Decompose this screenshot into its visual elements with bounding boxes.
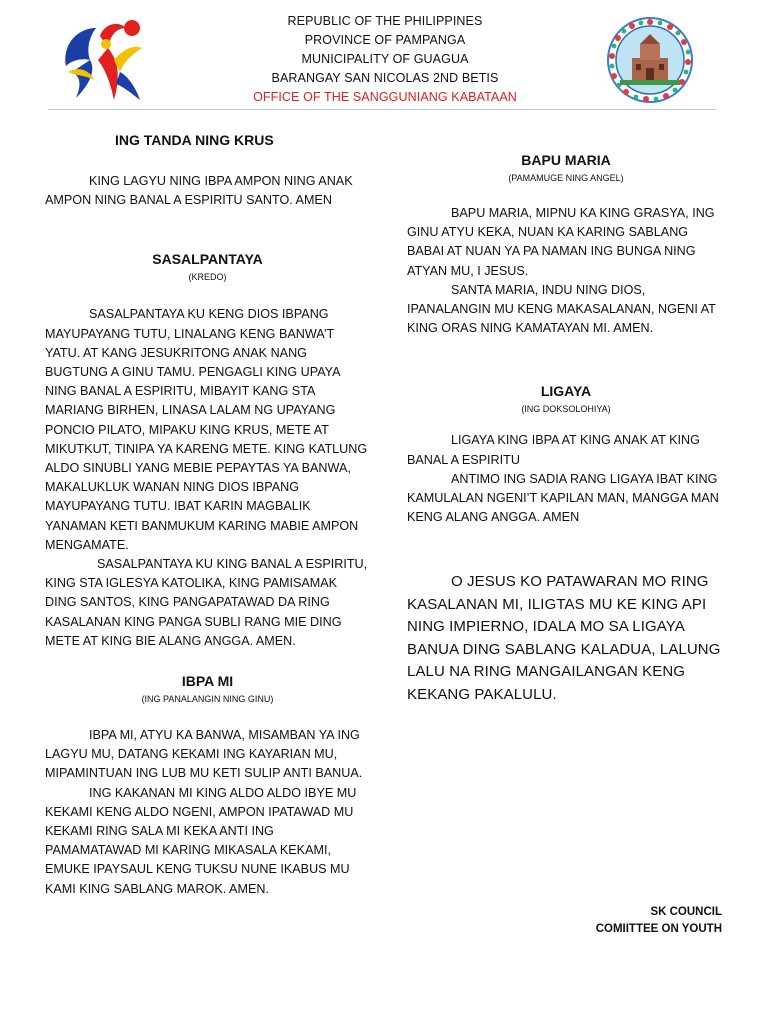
ligaya-text-2: ANTIMO ING SADIA RANG LIGAYA IBAT KING KAMULALAN NGENI’T KAPILAN MAN, MANGGA MAN KENG ALANG ANGGA. AMEN xyxy=(407,471,719,525)
tanda-text: KING LAGYU NING IBPA AMPON NING ANAK AMPON NING BANAL A ESPIRITU SANTO. AMEN xyxy=(45,174,353,208)
ibpa-mi-text-1: IBPA MI, ATYU KA BANWA, MISAMBAN YA ING LAGYU MU, DATANG KEKAMI ING KAYARIAN MU, MIPAMINTUAN ING LUB MU KETI SULIP ANTI BANUA. xyxy=(45,728,363,781)
sasalpantaya-text-2: SASALPANTAYA KU KING BANAL A ESPIRITU, KING STA IGLESYA KATOLIKA, KING PAMISAMAK DING SANTOS, KING PANGAPATAWAD DA RING KASALANAN KING PANGA SUBLI RANG MIE DING METE AT KING BIE ALANG ANGGA. AMEN. xyxy=(45,557,368,648)
spacer xyxy=(45,283,370,305)
sasalpantaya-title: SASALPANTAYA xyxy=(152,251,263,268)
ibpa-mi-text-2: ING KAKANAN MI KING ALDO ALDO IBYE MU KEKAMI KENG ALDO NGENI, AMPON IPATAWAD MU KEKAMI RING SALA MI KEKA ANTI ING PAMAMATAWAD MI KARING MIKASALA KEKAMI, EMUKE IPAYSAUL KENG TUKSU NUNE IKABUS MU KAMI KING SABLANG MAROK. AMEN. xyxy=(45,785,357,896)
sasalpantaya-subtitle: (KREDO) xyxy=(188,272,227,283)
spacer xyxy=(407,184,725,204)
ibpa-mi-title: IBPA MI xyxy=(181,673,234,690)
letterhead-line-municipality: MUNICIPALITY OF GUAGUA xyxy=(301,52,469,66)
bapu-maria-text-1: BAPU MARIA, MIPNU KA KING GRASYA, ING GINU ATYU KEKA, NUAN KA KARING SABLANG BABAI AT NUAN YA PA NAMAN ING BUNGA NING ATYAN MU, I JESUS. xyxy=(407,206,715,278)
bapu-maria-text-2: SANTA MARIA, INDU NING DIOS, IPANALANGIN MU KENG MAKASALANAN, NGENI AT KING ORAS NING KAMATAYAN MI. AMEN. xyxy=(407,282,716,336)
header-divider xyxy=(48,109,716,110)
spacer xyxy=(407,415,725,431)
letterhead-line-province: PROVINCE OF PAMPANGA xyxy=(304,33,466,47)
spacer xyxy=(45,651,370,671)
letterhead-line-barangay: BARANGAY SAN NICOLAS 2ND BETIS xyxy=(271,71,499,85)
ligaya-text-1: LIGAYA KING IBPA AT KING ANAK AT KING BANAL A ESPIRITU xyxy=(407,433,700,467)
spacer xyxy=(407,338,725,381)
barangay-seal-icon xyxy=(606,16,694,104)
ligaya-subtitle: (ING DOKSOLOHIYA) xyxy=(521,404,611,415)
tanda-heading-wrap xyxy=(45,130,370,150)
sasalpantaya-text-1: SASALPANTAYA KU KENG DIOS IBPANG MAYUPAYANG TUTU, LINALANG KENG BANWA’T YATU. AT KANG JESUKRITONG ANAK NANG BUGTUNG A GINU TAMU. PENGAGLI KING UPAYA NING BANAL A ESPIRITU, MIBAYIT KANG STA MARIANG BIRHEN, LINASA LALAM NG UPAYANG PONCIO PILATO, MIPAKU KING KRUS, METE AT MIKUTKUT, TINIPA YA KARENG METE. KING KATLUNG ALDO SINUBLI YANG MEBIE PEPAYTAS YA BANWA, MAKALUKLUK WANAN NING DIOS IBPANG MAYUPAYANG TUTU. IBAT KARIN MAGBALIK YANAMAN KETI BANMUKUM KARING MABIE AMPON MENGAMATE. xyxy=(45,307,368,552)
letterhead-office: OFFICE OF THE SANGGUNIANG KABATAAN xyxy=(253,90,517,104)
signature-committee: COMIITTEE ON YOUTH xyxy=(595,922,722,935)
left-column xyxy=(45,130,370,899)
fatima-prayer-text: O JESUS KO PATAWARAN MO RING KASALANAN MI, ILIGTAS MU KE KING API NING IMPIERNO, IDALA MO SA LIGAYA BANUA DING SABLANG KALADUA, LALUNG LALU NA RING MANGAILANGAN KENG KEKANG PAKALULU. xyxy=(407,573,721,703)
ligaya-title: LIGAYA xyxy=(540,383,592,400)
spacer xyxy=(45,705,370,726)
ibpa-mi-subtitle: (ING PANALANGIN NING GINU) xyxy=(141,694,274,705)
tanda-title: ING TANDA NING KRUS xyxy=(115,132,274,148)
letterhead xyxy=(190,12,580,107)
signature-block xyxy=(596,904,722,937)
spacer xyxy=(45,150,370,172)
sk-logo-icon xyxy=(60,14,146,106)
bapu-maria-title: BAPU MARIA xyxy=(521,152,611,168)
letterhead-line-republic: REPUBLIC OF THE PHILIPPINES xyxy=(287,14,483,28)
signature-council: SK COUNCIL xyxy=(650,906,722,918)
right-column xyxy=(407,150,725,527)
spacer xyxy=(45,210,370,249)
bapu-maria-subtitle: (PAMAMUGE NING ANGEL) xyxy=(508,173,624,183)
